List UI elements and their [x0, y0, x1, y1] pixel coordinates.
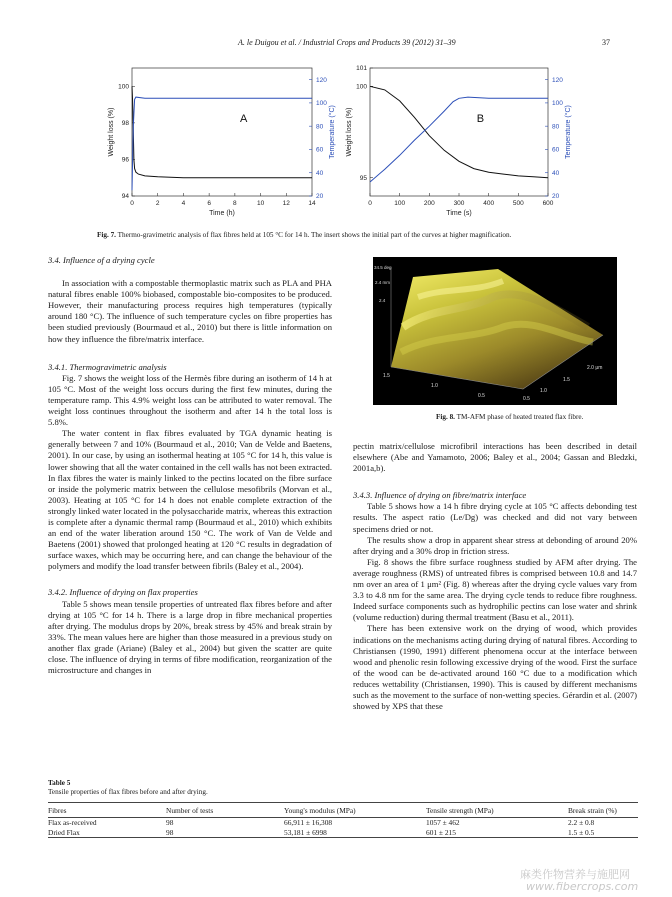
table-cell: 1.5 ± 0.5: [568, 827, 595, 837]
y-tick-label: 100: [118, 83, 129, 91]
x-tick-label: 100: [394, 200, 406, 207]
afm-axis-x3: 0.5: [478, 393, 485, 399]
afm-axis-z3: 2.4: [379, 298, 386, 303]
y2-tick-label: 100: [316, 100, 327, 108]
afm-axis-z1: 34.5 deg: [374, 265, 392, 270]
paragraph: In association with a compostable thermoplastic matrix such as PLA and PHA natural fibres enable 100% biobased, compostable bio-composites to be produced. However, their manufacturing process requires high temperatures (typically around 180 °C). The influence of such temperature cycles on fibre properties has been studied previously (Bourmaud et al., 2010) but there is little information on how they influence the fibre/matrix interface.: [48, 278, 332, 344]
y2-tick-label: 40: [316, 169, 324, 177]
temperature-line: [132, 97, 312, 190]
table-header: Break strain (%): [568, 805, 617, 815]
y2-tick-label: 120: [552, 76, 563, 84]
paragraph: There has been extensive work on the drying of wood, which provides indications on the mechanisms acting during drying of natural fibres. According to Christiansen (1990, 1991) different phenomena occur at the interface between wood and phenolic resin following excessive drying of the wood. First the surface of the wood can be de-activated around 160 °C due to a modification which reduces wettability (Christiansen, 1990). This is caused by different mechanisms such as the movement to the surface of non-wetting species. Gérardin et al. (2007) showed by XPS that these: [353, 623, 638, 712]
table-cell: 2.2 ± 0.8: [568, 818, 595, 828]
table-cell: 1057 ± 462: [426, 818, 460, 828]
weight-loss-line: [132, 86, 312, 177]
afm-axis-y1: 1.5: [563, 377, 570, 383]
fig8-caption-text: TM-AFM phase of heated treated flax fibre.: [456, 413, 584, 421]
afm-axis-y4: 0.5: [523, 396, 530, 402]
plot-frame: [370, 68, 548, 196]
section-3-4-1-heading: 3.4.1. Thermogravimetric analysis: [48, 361, 167, 372]
y-tick-label: 94: [121, 193, 129, 201]
afm-axis-y2: 2.0 μm: [587, 365, 603, 371]
y2-tick-label: 20: [316, 193, 324, 201]
weight-loss-line: [370, 86, 548, 177]
section-3-4-3-heading: 3.4.3. Influence of drying on fibre/matrix interface: [353, 490, 527, 501]
table5-grid: [48, 802, 638, 838]
table-5: [48, 779, 638, 838]
fig7-caption: [97, 231, 607, 240]
afm-axis-z2: 2.4 mm: [375, 280, 391, 285]
x-tick-label: 300: [453, 200, 465, 207]
paragraph: Fig. 7 shows the weight loss of the Hermès fibre during an isotherm of 14 h at 105 °C. Most of the weight loss occurs during the first few minutes, during the temperature ramp. This 4.9% weight loss can be attributed to water removal. The weight loss continues throughout the isotherm and after 14 h the total loss is 5.8%.: [48, 372, 332, 428]
table5-title: Table 5: [48, 779, 71, 787]
x-tick-label: 12: [282, 200, 290, 207]
y2-tick-label: 100: [552, 100, 563, 108]
paragraph: Table 5 shows how a 14 h fibre drying cycle at 105 °C affects debonding test results. The aspect ratio (Le/Dg) was checked and did not vary between specimens dried or not.: [353, 501, 637, 534]
panel-label: B: [476, 112, 485, 125]
x-tick-label: 400: [483, 200, 495, 207]
y2-axis-label: Temperature (°C): [565, 105, 572, 159]
paragraph: The water content in flax fibres evaluated by TGA dynamic heating is generally between 7 and 10% (Bourmaud et al., 2010; Van de Velde and Baetens, 2001). In our case, by using an isothermal heating at 105 °C for 14 h, this value is lower showing that all the water contained in the cell walls has not been extracted. In flax fibres the water is mainly linked to the pectins located on the fibre surface or inside the polymeric matrix between the cellulose mesofibrils (Morvan et al., 2003). Heating at 105 °C for 14 h does not enable complete extraction of the strongly linked water located in the polysaccharide matrix, whereas this extraction is complete after a dynamic thermal ramp (Bourmaud et al., 2010) which exhibits an end of the water liberation around 150 °C. The work of Van de Velde and Baetens (2001) showed that prolonged heating at 120 °C results in degradation of surface waxes, which may be occurring here, and can change the behaviour of the polymers and modify the load transfer between fibrils (Baley et al., 2004).: [48, 428, 332, 572]
table5-caption: Tensile properties of flax fibres before and after drying.: [48, 788, 208, 796]
temperature-line: [370, 97, 548, 182]
table-cell: Dried Flax: [48, 827, 80, 837]
y-tick-label: 96: [121, 156, 129, 164]
paragraph: pectin matrix/cellulose microfibril interactions has been described in detail elsewhere (Abe and Yamamoto, 2006; Baley et al., 2004; Gassan and Bledzki, 2001a,b).: [353, 441, 637, 474]
paragraph: Fig. 8 shows the fibre surface roughness studied by AFM after drying. The average roughness (RMS) of untreated fibres is comprised between 10.8 and 14.7 nm over an area of 1 μm² (Fig. 8) whereas after the drying cycle values vary from 3.3 to 4.8 nm for the same area. The drying cycle tends to reduce fibre roughness. Indeed surface components such as hydrophilic pectins can lose water and shrink (volume reduction) during thermal treatment (Basu et al., 2011).: [353, 556, 637, 623]
left-column: [48, 255, 332, 676]
panel-label: A: [240, 112, 248, 125]
x-tick-label: 2: [155, 200, 160, 207]
page-number: 37: [602, 38, 610, 47]
afm-axis-x2: 1.0: [431, 383, 438, 389]
y2-tick-label: 60: [552, 146, 560, 154]
x-tick-label: 4: [181, 200, 186, 207]
paragraph: The results show a drop in apparent shear stress at debonding of around 20% after drying and a 30% drop in friction stress.: [353, 534, 637, 556]
table-cell: 53,181 ± 6998: [284, 827, 327, 837]
x-tick-label: 0: [368, 200, 372, 207]
y2-tick-label: 120: [316, 76, 327, 84]
figure-7: [100, 60, 570, 220]
table-cell: Flax as-received: [48, 818, 97, 828]
y2-tick-label: 20: [552, 193, 560, 201]
x-tick-label: 10: [256, 200, 265, 207]
figure-8-afm-image: [373, 257, 617, 405]
section-3-4-heading: 3.4. Influence of a drying cycle: [48, 255, 155, 265]
section-3-4-2-heading: 3.4.2. Influence of drying on flax properties: [48, 587, 198, 598]
fig7-label: Fig. 7.: [97, 231, 116, 239]
table-header: Young's modulus (MPa): [284, 805, 356, 815]
table-cell: 98: [166, 827, 174, 837]
table-header: Tensile strength (MPa): [426, 805, 494, 815]
y-axis-label: Weight loss (%): [108, 107, 115, 157]
y2-tick-label: 80: [316, 123, 324, 131]
table-cell: 98: [166, 818, 174, 828]
x-tick-label: 600: [542, 200, 554, 207]
x-tick-label: 500: [512, 200, 524, 207]
table-row: [48, 818, 638, 828]
table-cell: 66,911 ± 16,308: [284, 818, 333, 828]
y2-tick-label: 80: [552, 123, 560, 131]
afm-axis-x1: 1.5: [383, 373, 390, 379]
watermark-cn: 麻类作物营养与施肥网: [520, 868, 630, 881]
table-row: [48, 828, 638, 838]
fig8-label: Fig. 8.: [436, 413, 455, 421]
y-tick-label: 95: [359, 174, 367, 182]
y-tick-label: 98: [121, 120, 129, 128]
right-column: [353, 441, 637, 712]
chart-panel-b: [346, 65, 572, 217]
watermark-url: www.fibercrops.com: [526, 880, 639, 893]
y-axis-label: Weight loss (%): [346, 107, 353, 157]
paragraph: Table 5 shows mean tensile properties of untreated flax fibres before and after drying at 105 °C for 14 h. There is a large drop in fibre mechanical properties after drying. The modulus drops by 20%, break stress by 45% and break strain by 33%. The mean values here are higher than those measured in a previous study on another flax grade (Ariane) (Baley et al., 2004) but given the scatter are quite close. The influence of drying in terms of fibre modification, reorganization of the microstructure and changes in: [48, 598, 332, 676]
x-axis-label: Time (h): [209, 210, 235, 217]
y-tick-label: 101: [356, 65, 367, 73]
y2-axis-label: Temperature (°C): [329, 105, 336, 159]
table-header: Number of tests: [166, 805, 214, 815]
afm-axis-y3: 1.0: [540, 388, 547, 394]
y-tick-label: 100: [356, 83, 367, 91]
table-header: Fibres: [48, 805, 67, 815]
x-tick-label: 0: [130, 200, 134, 207]
x-tick-label: 6: [207, 200, 211, 207]
x-tick-label: 200: [423, 200, 435, 207]
chart-panel-a: [108, 68, 336, 217]
y2-tick-label: 40: [552, 169, 560, 177]
table-cell: 601 ± 215: [426, 827, 456, 837]
running-header: A. le Duigou et al. / Industrial Crops and Products 39 (2012) 31–39: [238, 38, 456, 47]
x-axis-label: Time (s): [446, 210, 472, 217]
x-tick-label: 8: [233, 200, 237, 207]
fig7-caption-text: Thermo-gravimetric analysis of flax fibres held at 105 °C for 14 h. The insert shows the initial part of the curves at higher magnification.: [117, 231, 512, 239]
x-tick-label: 14: [308, 200, 316, 207]
y2-tick-label: 60: [316, 146, 324, 154]
fig8-caption: [436, 413, 583, 422]
